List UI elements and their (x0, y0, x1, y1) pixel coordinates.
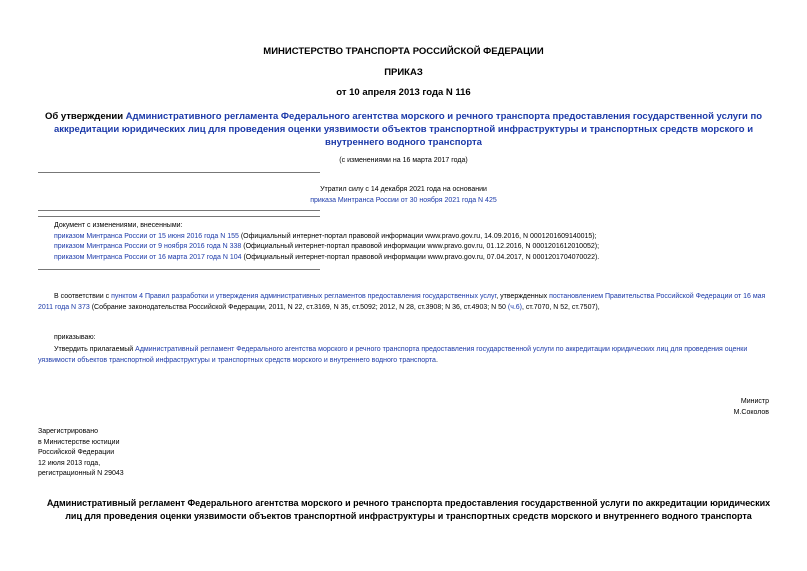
part6-link[interactable]: (ч.6) (507, 303, 523, 311)
divider (38, 269, 320, 270)
change-source: (Официальный интернет-портал правовой информации www.pravo.gov.ru, 01.12.2016, N 0001201612010052); (241, 243, 600, 250)
registration-line: в Министерстве юстиции (38, 438, 120, 446)
preamble-text: В соответствии с (54, 293, 112, 300)
doc-type-heading: ПРИКАЗ (384, 67, 423, 78)
signature-name: М.Соколов (733, 408, 769, 416)
preamble-text: (Собрание законодательства Российской Федерации, 2011, N 22, ст.3169, N 35, ст.5092; 2012, N 28, ст.3908; N 36, ст.4903; N 50 (89, 303, 508, 311)
approve-text: Утвердить прилагаемый (54, 346, 136, 353)
changes-item (54, 232, 794, 243)
rules-link[interactable]: пунктом 4 Правил разработки и утверждения административных регламентов предоставления государственных услуг (111, 293, 497, 300)
change-order-link[interactable]: приказом Минтранса России от 15 июня 2016 года N 155 (54, 232, 239, 240)
regulation-title: Административный регламент Федерального агентства морского и речного транспорта предоставления государственной услуги по аккредитации юридических лиц для проведения оценки уязвимости объектов транспортной инфраструктуры и транспортных средств морского и внутреннего водного транспорта (46, 498, 771, 521)
changes-block (54, 221, 794, 263)
changes-item (54, 253, 794, 264)
change-source: (Официальный интернет-портал правовой информации www.pravo.gov.ru, 14.09.2016, N 0001201609140015); (238, 232, 597, 240)
document-title (30, 110, 777, 149)
doc-date-number: от 10 апреля 2013 года N 116 (336, 87, 471, 98)
amendment-note: (с изменениями на 16 марта 2017 года) (339, 157, 468, 164)
preamble-text: , утвержденных (496, 293, 550, 300)
title-regulation-link[interactable]: Административного регламента Федерального агентства морского и речного транспорта предоставления государственной услуги по аккредитации юридических лиц для проведения оценки уязвимости объектов транспортной инфраструктуры и транспортных средств морского и внутреннего водного транспорта (53, 111, 763, 148)
preamble-paragraph (38, 292, 773, 313)
preamble-text: , ст.7070, N 52, ст.7507), (522, 303, 600, 311)
ministry-heading: МИНИСТЕРСТВО ТРАНСПОРТА РОССИЙСКОЙ ФЕДЕРАЦИИ (263, 46, 544, 57)
registration-line: регистрационный N 29043 (38, 470, 124, 477)
change-order-link[interactable]: приказом Минтранса России от 9 ноября 2016 года N 338 (54, 243, 242, 250)
signature-position: Министр (740, 398, 769, 405)
divider (38, 216, 320, 217)
registration-line: Зарегистрировано (38, 428, 98, 435)
approved-regulation-link[interactable]: Административный регламент Федерального агентства морского и речного транспорта предоставления государственной услуги по аккредитации юридических лиц для проведения оценки уязвимости объектов транспортной инфраструктуры и транспортных средств морского и внутреннего водного транспорта (38, 346, 748, 364)
changes-item (54, 242, 794, 253)
registration-line: 12 июля 2013 года, (38, 459, 101, 467)
expired-order-link[interactable]: приказа Минтранса России от 30 ноября 2021 года N 425 (310, 196, 497, 204)
divider (38, 172, 320, 173)
expired-notice (0, 185, 807, 206)
approve-text: . (435, 356, 438, 364)
change-source: (Официальный интернет-портал правовой информации www.pravo.gov.ru, 07.04.2017, N 0001201704070022). (241, 253, 600, 261)
order-word: приказываю: (54, 334, 96, 341)
title-prefix: Об утверждении (44, 111, 126, 122)
government-decree-link[interactable]: постановлением Правительства Российской Федерации от 16 мая 2011 года N 373 (38, 293, 766, 311)
divider (38, 210, 320, 211)
change-order-link[interactable]: приказом Минтранса России от 16 марта 2017 года N 104 (54, 253, 242, 261)
expired-text: Утратил силу с 14 декабря 2021 года на основании (320, 186, 487, 193)
changes-heading: Документ с изменениями, внесенными: (54, 222, 183, 229)
signature-block (734, 397, 769, 418)
approve-paragraph (38, 345, 773, 366)
registration-block (38, 427, 124, 480)
registration-line: Российской Федерации (38, 449, 115, 456)
